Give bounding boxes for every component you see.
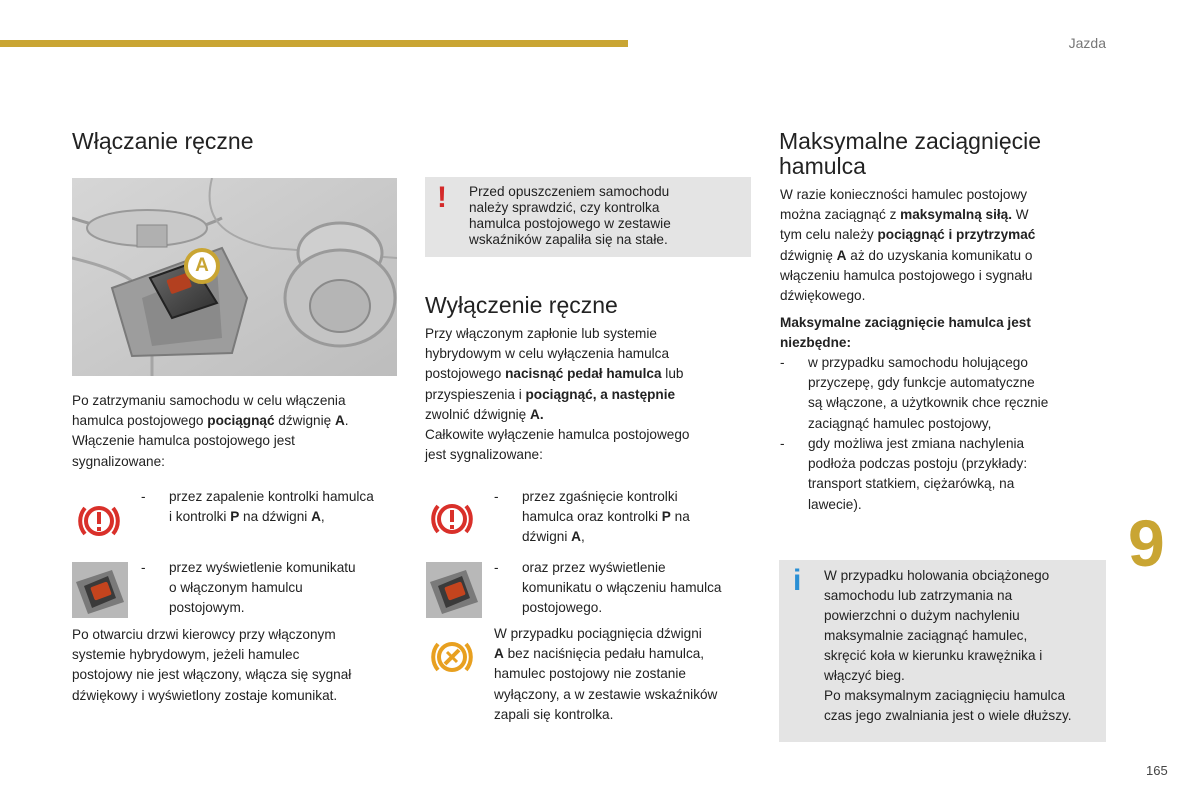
section-title-manual-release: Wyłączenie ręczne bbox=[425, 292, 618, 318]
section-name: Jazda bbox=[1068, 35, 1106, 51]
header-accent-bar bbox=[0, 40, 628, 47]
col2-release-paragraph: Przy włączonym zapłonie lub systemie hybrydowym w celu wyłączenia hamulca postojowego nacisnąć pedał hamulca lub przyspieszenia i pociągnąć, a następnie zwolnić dźwignię A. Całkowite wyłączenie hamulca postojowego jest sygnalizowane: bbox=[425, 326, 690, 463]
col2-signal-item-lamps-off: - przez zgaśnięcie kontrolki hamulca oraz kontrolki P na dźwigni A, bbox=[494, 489, 690, 545]
chapter-number: 9 bbox=[1128, 506, 1165, 580]
col1-signal-item-lamps: - przez zapalenie kontrolki hamulca i kontrolki P na dźwigni A, bbox=[141, 489, 374, 525]
col1-closing-paragraph: Po otwarciu drzwi kierowcy przy włączonym systemie hybrydowym, jeżeli hamulec postojowy nie jest włączony, włącza się sygnał dźwiękowy i wyświetlony zostaje komunikat. bbox=[72, 627, 352, 703]
lever-thumbnail-released bbox=[426, 562, 482, 618]
brake-warning-lamp-red-icon bbox=[429, 498, 475, 540]
col1-signal-item-message: - przez wyświetlenie komunikatu o włączonym hamulcu postojowym. bbox=[141, 560, 356, 616]
col3-needed-item-slope: - gdy możliwa jest zmiana nachylenia podłoża podczas postoju (przykłady: transport statkiem, ciężarówką, na lawecie). bbox=[780, 436, 1028, 512]
col3-needed-item-towing: - w przypadku samochodu holującego przyczepę, gdy funkcje automatyczne są włączone, a użytkownik chce ręcznie zaciągnąć hamulec postojowy, bbox=[780, 355, 1049, 431]
section-title-max-apply: Maksymalne zaciągnięcie hamulca bbox=[779, 128, 1042, 179]
brake-warning-lamp-red-icon bbox=[76, 500, 122, 542]
warning-text: Przed opuszczeniem samochodu należy sprawdzić, czy kontrolka hamulca postojowego w zestawie wskaźników zapaliła się na stałe. bbox=[469, 184, 671, 247]
col1-intro-paragraph: Po zatrzymaniu samochodu w celu włączenia hamulca postojowego pociągnąć dźwignię A. Włączenie hamulca postojowego jest sygnalizowane: bbox=[72, 393, 349, 469]
warning-exclamation-icon: ! bbox=[437, 181, 447, 214]
info-box bbox=[779, 560, 1106, 742]
col2-signal-item-message: - oraz przez wyświetlenie komunikatu o włączeniu hamulca postojowego. bbox=[494, 560, 722, 616]
page-number: 165 bbox=[1146, 763, 1168, 778]
info-text: W przypadku holowania obciążonego samochodu lub zatrzymania na powierzchni o dużym nachyleniu maksymalnie zaciągnąć hamulec, skręcić koła w kierunku krawężnika i włączyć bieg. Po maksymalnym zaciągnięciu hamulca czas jego zwalniania jest o wiele dłuższy. bbox=[824, 568, 1072, 723]
callout-label-a: A bbox=[195, 255, 209, 276]
brake-fault-lamp-amber-icon bbox=[429, 636, 475, 678]
warning-box bbox=[425, 177, 751, 257]
lever-thumbnail-applied bbox=[72, 562, 128, 618]
col3-needed-heading: Maksymalne zaciągnięcie hamulca jest niezbędne: bbox=[780, 315, 1031, 351]
col2-no-pedal-paragraph: W przypadku pociągnięcia dźwigni A bez naciśnięcia pedału hamulca, hamulec postojowy nie zostanie wyłączony, a w zestawie wskaźników zapali się kontrolka. bbox=[494, 626, 718, 722]
col3-max-apply-paragraph: W razie konieczności hamulec postojowy można zaciągnąć z maksymalną siłą. W tym celu należy pociągnąć i przytrzymać dźwignię A aż do uzyskania komunikatu o włączeniu hamulca postojowego i sygnału dźwiękowego. bbox=[780, 187, 1036, 304]
section-title-manual-apply: Włączanie ręczne bbox=[72, 128, 254, 154]
info-icon: i bbox=[793, 564, 802, 597]
parking-brake-lever-photo bbox=[72, 178, 397, 376]
